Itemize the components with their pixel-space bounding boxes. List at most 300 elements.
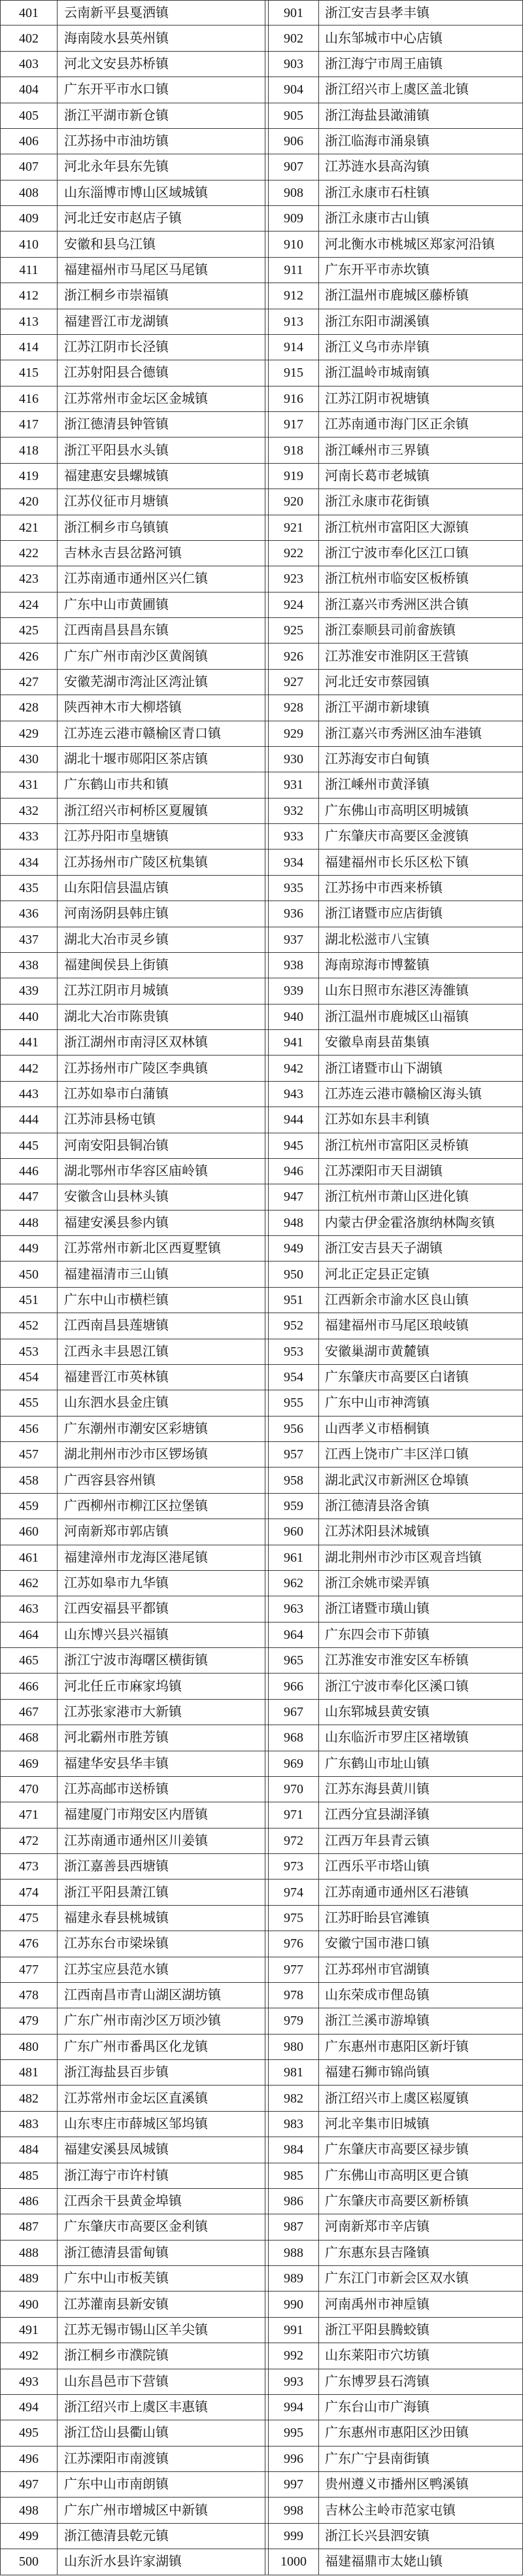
right-town-cell: 山西孝义市梧桐镇 <box>319 1417 523 1441</box>
right-rank-cell: 942 <box>268 1056 319 1080</box>
table-row <box>0 129 523 154</box>
left-town-cell: 安徽含山县林头镇 <box>58 1184 265 1209</box>
table-row <box>0 1107 523 1133</box>
left-town-cell: 浙江德清县乾元镇 <box>58 2524 265 2549</box>
right-rank-cell: 930 <box>268 747 319 772</box>
left-rank-cell: 423 <box>0 566 58 591</box>
table-row <box>0 1184 523 1210</box>
left-rank-cell: 454 <box>0 1365 58 1390</box>
left-rank-cell: 411 <box>0 258 58 283</box>
right-rank-cell: 978 <box>268 1983 319 2008</box>
right-rank-cell: 963 <box>268 1596 319 1621</box>
right-town-cell: 浙江海宁市周王庙镇 <box>319 52 523 77</box>
left-town-cell: 广东中山市南朗镇 <box>58 2472 265 2497</box>
left-rank-cell: 488 <box>0 2241 58 2265</box>
right-rank-cell: 967 <box>268 1700 319 1725</box>
left-town-cell: 江苏如皋市白蒲镇 <box>58 1082 265 1107</box>
right-rank-cell: 923 <box>268 566 319 591</box>
table-row <box>0 464 523 489</box>
right-rank-cell: 979 <box>268 2008 319 2033</box>
left-town-cell: 安徽芜湖市湾沚区湾沚镇 <box>58 670 265 695</box>
right-rank-cell: 980 <box>268 2035 319 2059</box>
left-rank-cell: 451 <box>0 1288 58 1313</box>
left-town-cell: 浙江嘉善县西塘镇 <box>58 1854 265 1879</box>
left-town-cell: 江苏沛县杨屯镇 <box>58 1107 265 1132</box>
right-town-cell: 山东荣成市俚岛镇 <box>319 1983 523 2008</box>
right-town-cell: 浙江安吉县天子湖镇 <box>319 1236 523 1261</box>
left-rank-cell: 495 <box>0 2420 58 2445</box>
left-town-cell: 江苏高邮市送桥镇 <box>58 1777 265 1802</box>
left-town-cell: 云南新平县戛洒镇 <box>58 1 265 25</box>
left-town-cell: 广东广州市南沙区万顷沙镇 <box>58 2008 265 2033</box>
left-rank-cell: 432 <box>0 799 58 823</box>
right-rank-cell: 960 <box>268 1519 319 1544</box>
left-town-cell: 福建安溪县凤城镇 <box>58 2137 265 2162</box>
left-town-cell: 广东中山市横栏镇 <box>58 1288 265 1313</box>
right-rank-cell: 915 <box>268 360 319 385</box>
left-rank-cell: 484 <box>0 2137 58 2162</box>
right-rank-cell: 981 <box>268 2060 319 2085</box>
left-town-cell: 江苏扬中市油坊镇 <box>58 129 265 154</box>
left-rank-cell: 434 <box>0 850 58 874</box>
right-town-cell: 浙江宁波市奉化区江口镇 <box>319 541 523 566</box>
right-town-cell: 安徽阜南县苗集镇 <box>319 1030 523 1055</box>
right-rank-cell: 936 <box>268 901 319 926</box>
table-row <box>0 592 523 618</box>
right-town-cell: 浙江临海市涌泉镇 <box>319 129 523 154</box>
right-rank-cell: 962 <box>268 1571 319 1596</box>
table-row <box>0 1880 523 1905</box>
left-rank-cell: 492 <box>0 2343 58 2368</box>
left-rank-cell: 425 <box>0 618 58 643</box>
table-row <box>0 876 523 901</box>
table-row <box>0 2549 523 2575</box>
table-row <box>0 1802 523 1828</box>
left-town-cell: 江苏南通市通州区兴仁镇 <box>58 566 265 591</box>
table-row <box>0 52 523 77</box>
right-rank-cell: 961 <box>268 1545 319 1570</box>
left-town-cell: 湖北荆州市沙市区锣场镇 <box>58 1442 265 1467</box>
right-rank-cell: 990 <box>268 2292 319 2316</box>
right-town-cell: 内蒙古伊金霍洛旗纳林陶亥镇 <box>319 1211 523 1235</box>
left-rank-cell: 402 <box>0 26 58 50</box>
table-row <box>0 2137 523 2163</box>
right-town-cell: 广东中山市神湾镇 <box>319 1390 523 1415</box>
left-rank-cell: 415 <box>0 360 58 385</box>
table-row <box>0 2086 523 2111</box>
table-row <box>0 2395 523 2420</box>
right-rank-cell: 911 <box>268 258 319 283</box>
right-rank-cell: 907 <box>268 154 319 179</box>
right-town-cell: 浙江德清县洛舍镇 <box>319 1494 523 1519</box>
right-town-cell: 浙江东阳市湖溪镇 <box>319 309 523 334</box>
left-town-cell: 浙江桐乡市濮院镇 <box>58 2343 265 2368</box>
table-row <box>0 2420 523 2446</box>
right-rank-cell: 992 <box>268 2343 319 2368</box>
left-rank-cell: 443 <box>0 1082 58 1107</box>
table-row <box>0 772 523 798</box>
left-town-cell: 山东淄博市博山区域城镇 <box>58 180 265 205</box>
left-town-cell: 河北永年县东先镇 <box>58 154 265 179</box>
table-row <box>0 1700 523 1725</box>
table-row <box>0 2472 523 2498</box>
left-rank-cell: 480 <box>0 2035 58 2059</box>
right-town-cell: 广东佛山市高明区明城镇 <box>319 799 523 823</box>
left-town-cell: 浙江德清县钟管镇 <box>58 412 265 437</box>
left-town-cell: 河北文安县苏桥镇 <box>58 52 265 77</box>
table-row <box>0 978 523 1004</box>
right-rank-cell: 957 <box>268 1442 319 1467</box>
left-rank-cell: 463 <box>0 1596 58 1621</box>
right-rank-cell: 922 <box>268 541 319 566</box>
left-town-cell: 福建惠安县螺城镇 <box>58 464 265 489</box>
table-row <box>0 1313 523 1339</box>
right-town-cell: 广东博罗县石湾镇 <box>319 2369 523 2394</box>
left-rank-cell: 431 <box>0 772 58 797</box>
table-row <box>0 386 523 412</box>
table-row <box>0 1931 523 1957</box>
left-rank-cell: 481 <box>0 2060 58 2085</box>
right-rank-cell: 984 <box>268 2137 319 2162</box>
table-row <box>0 2266 523 2292</box>
table-row <box>0 258 523 283</box>
left-town-cell: 福建华安县华丰镇 <box>58 1751 265 1776</box>
right-rank-cell: 953 <box>268 1339 319 1364</box>
right-rank-cell: 941 <box>268 1030 319 1055</box>
table-row <box>0 1957 523 1983</box>
table-row <box>0 1005 523 1030</box>
left-town-cell: 河北霸州市胜芳镇 <box>58 1725 265 1750</box>
right-rank-cell: 950 <box>268 1262 319 1286</box>
right-town-cell: 江苏东海县黄川镇 <box>319 1777 523 1802</box>
left-town-cell: 广东肇庆市高要区金利镇 <box>58 2214 265 2239</box>
right-town-cell: 浙江海盐县澉浦镇 <box>319 103 523 128</box>
right-rank-cell: 918 <box>268 438 319 462</box>
right-town-cell: 江苏连云港市赣榆区海头镇 <box>319 1082 523 1107</box>
left-rank-cell: 447 <box>0 1184 58 1209</box>
left-town-cell: 江苏常州市金坛区直溪镇 <box>58 2086 265 2110</box>
left-rank-cell: 403 <box>0 52 58 77</box>
right-town-cell: 浙江永康市古山镇 <box>319 206 523 231</box>
table-row <box>0 1906 523 1931</box>
table-row <box>0 644 523 669</box>
table-row <box>0 283 523 309</box>
table-row <box>0 1725 523 1751</box>
table-row <box>0 2447 523 2472</box>
left-town-cell: 海南陵水县英州镇 <box>58 26 265 50</box>
right-rank-cell: 958 <box>268 1468 319 1492</box>
left-town-cell: 福建福州市马尾区马尾镇 <box>58 258 265 283</box>
right-town-cell: 浙江绍兴市上虞区崧厦镇 <box>319 2086 523 2110</box>
right-town-cell: 广东惠州市惠阳区新圩镇 <box>319 2035 523 2059</box>
left-town-cell: 江苏常州市新北区西夏墅镇 <box>58 1236 265 1261</box>
left-town-cell: 山东沂水县许家湖镇 <box>58 2549 265 2574</box>
left-town-cell: 江西南昌市青山湖区湖坊镇 <box>58 1983 265 2008</box>
right-rank-cell: 959 <box>268 1494 319 1519</box>
left-rank-cell: 462 <box>0 1571 58 1596</box>
left-rank-cell: 450 <box>0 1262 58 1286</box>
right-rank-cell: 975 <box>268 1906 319 1931</box>
right-town-cell: 广东惠东县吉隆镇 <box>319 2241 523 2265</box>
right-town-cell: 浙江杭州市萧山区进化镇 <box>319 1184 523 1209</box>
table-row <box>0 747 523 772</box>
left-town-cell: 广东中山市板芙镇 <box>58 2266 265 2291</box>
right-rank-cell: 985 <box>268 2163 319 2188</box>
left-rank-cell: 465 <box>0 1648 58 1673</box>
right-rank-cell: 903 <box>268 52 319 77</box>
table-row <box>0 1829 523 1854</box>
right-rank-cell: 934 <box>268 850 319 874</box>
left-town-cell: 广东广州市南沙区黄阁镇 <box>58 644 265 668</box>
right-rank-cell: 951 <box>268 1288 319 1313</box>
table-row <box>0 1236 523 1262</box>
right-town-cell: 浙江绍兴市上虞区盖北镇 <box>319 77 523 102</box>
right-town-cell: 江苏涟水县高沟镇 <box>319 154 523 179</box>
right-town-cell: 浙江杭州市临安区板桥镇 <box>319 566 523 591</box>
table-row <box>0 2214 523 2240</box>
table-row <box>0 232 523 257</box>
right-rank-cell: 940 <box>268 1005 319 1029</box>
table-row <box>0 206 523 232</box>
right-rank-cell: 931 <box>268 772 319 797</box>
left-rank-cell: 426 <box>0 644 58 668</box>
left-town-cell: 安徽和县乌江镇 <box>58 232 265 256</box>
left-rank-cell: 418 <box>0 438 58 462</box>
right-rank-cell: 995 <box>268 2420 319 2445</box>
right-rank-cell: 945 <box>268 1133 319 1158</box>
left-rank-cell: 477 <box>0 1957 58 1982</box>
left-rank-cell: 412 <box>0 283 58 308</box>
table-row <box>0 1159 523 1184</box>
left-town-cell: 江西南昌县莲塘镇 <box>58 1313 265 1338</box>
left-town-cell: 福建漳州市龙海区港尾镇 <box>58 1545 265 1570</box>
left-rank-cell: 455 <box>0 1390 58 1415</box>
left-town-cell: 江苏宝应县范水镇 <box>58 1957 265 1982</box>
left-rank-cell: 424 <box>0 592 58 617</box>
right-town-cell: 广东江门市新会区双水镇 <box>319 2266 523 2291</box>
right-town-cell: 江苏淮安市淮阴区王营镇 <box>319 644 523 668</box>
left-rank-cell: 422 <box>0 541 58 566</box>
right-rank-cell: 971 <box>268 1802 319 1827</box>
left-rank-cell: 414 <box>0 335 58 360</box>
left-town-cell: 山东枣庄市薛城区邹坞镇 <box>58 2112 265 2137</box>
right-town-cell: 江西乐平市塔山镇 <box>319 1854 523 1879</box>
left-town-cell: 广东潮州市潮安区彩塘镇 <box>58 1417 265 1441</box>
right-town-cell: 浙江平湖市新埭镇 <box>319 695 523 720</box>
right-rank-cell: 968 <box>268 1725 319 1750</box>
left-town-cell: 广西柳州市柳江区拉堡镇 <box>58 1494 265 1519</box>
right-town-cell: 广东广宁县南街镇 <box>319 2447 523 2471</box>
left-town-cell: 福建闽侯县上街镇 <box>58 953 265 978</box>
right-town-cell: 广东肇庆市高要区金渡镇 <box>319 824 523 849</box>
left-rank-cell: 401 <box>0 1 58 25</box>
left-town-cell: 江苏射阳县合德镇 <box>58 360 265 385</box>
left-town-cell: 江苏连云港市赣榆区青口镇 <box>58 721 265 746</box>
table-row <box>0 1571 523 1596</box>
left-town-cell: 福建安溪县参内镇 <box>58 1211 265 1235</box>
right-town-cell: 江苏淮安市淮安区车桥镇 <box>319 1648 523 1673</box>
right-town-cell: 江苏溧阳市天目湖镇 <box>319 1159 523 1184</box>
right-rank-cell: 925 <box>268 618 319 643</box>
right-town-cell: 安徽宁国市港口镇 <box>319 1931 523 1956</box>
right-town-cell: 江苏如东县丰利镇 <box>319 1107 523 1132</box>
left-town-cell: 广西容县容州镇 <box>58 1468 265 1492</box>
left-rank-cell: 489 <box>0 2266 58 2291</box>
left-rank-cell: 466 <box>0 1674 58 1698</box>
right-rank-cell: 927 <box>268 670 319 695</box>
left-town-cell: 江苏江阴市月城镇 <box>58 978 265 1003</box>
table-row <box>0 2241 523 2266</box>
table-row <box>0 103 523 129</box>
left-town-cell: 浙江平阳县水头镇 <box>58 438 265 462</box>
table-row <box>0 1082 523 1107</box>
right-town-cell: 河南禹州市神垕镇 <box>319 2292 523 2316</box>
right-rank-cell: 986 <box>268 2189 319 2214</box>
table-row <box>0 2524 523 2549</box>
right-town-cell: 河北辛集市旧城镇 <box>319 2112 523 2137</box>
right-town-cell: 山东郓城县黄安镇 <box>319 1700 523 1725</box>
left-rank-cell: 453 <box>0 1339 58 1364</box>
right-rank-cell: 914 <box>268 335 319 360</box>
right-town-cell: 江苏邳州市官湖镇 <box>319 1957 523 1982</box>
table-row <box>0 1339 523 1365</box>
left-town-cell: 福建福清市三山镇 <box>58 1262 265 1286</box>
right-rank-cell: 966 <box>268 1674 319 1698</box>
left-rank-cell: 416 <box>0 386 58 411</box>
left-rank-cell: 441 <box>0 1030 58 1055</box>
table-row <box>0 2112 523 2137</box>
table-row <box>0 850 523 875</box>
right-town-cell: 广东肇庆市高要区禄步镇 <box>319 2137 523 2162</box>
table-row <box>0 953 523 978</box>
left-rank-cell: 464 <box>0 1623 58 1647</box>
right-rank-cell: 916 <box>268 386 319 411</box>
right-rank-cell: 998 <box>268 2498 319 2522</box>
left-rank-cell: 461 <box>0 1545 58 1570</box>
left-town-cell: 江苏江阴市长泾镇 <box>58 335 265 360</box>
left-town-cell: 福建晋江市龙湖镇 <box>58 309 265 334</box>
left-town-cell: 浙江平阳县萧江镇 <box>58 1880 265 1904</box>
left-rank-cell: 437 <box>0 927 58 952</box>
right-town-cell: 江苏南通市通州区石港镇 <box>319 1880 523 1904</box>
right-rank-cell: 955 <box>268 1390 319 1415</box>
left-town-cell: 江苏扬州市广陵区李典镇 <box>58 1056 265 1080</box>
table-row <box>0 566 523 592</box>
right-town-cell: 浙江兰溪市游埠镇 <box>319 2008 523 2033</box>
left-rank-cell: 430 <box>0 747 58 772</box>
right-town-cell: 福建福州市长乐区松下镇 <box>319 850 523 874</box>
left-rank-cell: 482 <box>0 2086 58 2110</box>
right-town-cell: 浙江诸暨市应店街镇 <box>319 901 523 926</box>
table-row <box>0 1133 523 1159</box>
left-rank-cell: 498 <box>0 2498 58 2522</box>
table-row <box>0 1030 523 1056</box>
right-rank-cell: 944 <box>268 1107 319 1132</box>
right-rank-cell: 933 <box>268 824 319 849</box>
left-town-cell: 江苏如皋市九华镇 <box>58 1571 265 1596</box>
left-town-cell: 广东中山市黄圃镇 <box>58 592 265 617</box>
left-rank-cell: 469 <box>0 1751 58 1776</box>
left-rank-cell: 445 <box>0 1133 58 1158</box>
left-town-cell: 浙江海宁市许村镇 <box>58 2163 265 2188</box>
left-rank-cell: 459 <box>0 1494 58 1519</box>
left-town-cell: 广东广州市增城区中新镇 <box>58 2498 265 2522</box>
left-rank-cell: 483 <box>0 2112 58 2137</box>
right-town-cell: 浙江嵊州市黄泽镇 <box>319 772 523 797</box>
left-town-cell: 江苏东台市梁垛镇 <box>58 1931 265 1956</box>
right-rank-cell: 928 <box>268 695 319 720</box>
right-town-cell: 广东开平市赤坎镇 <box>319 258 523 283</box>
right-town-cell: 浙江温州市鹿城区山福镇 <box>319 1005 523 1029</box>
right-rank-cell: 902 <box>268 26 319 50</box>
right-rank-cell: 937 <box>268 927 319 952</box>
left-town-cell: 浙江湖州市南浔区双林镇 <box>58 1030 265 1055</box>
right-town-cell: 江苏盱眙县官滩镇 <box>319 1906 523 1931</box>
table-row <box>0 2318 523 2343</box>
table-row <box>0 438 523 463</box>
left-rank-cell: 473 <box>0 1854 58 1879</box>
right-rank-cell: 987 <box>268 2214 319 2239</box>
right-rank-cell: 973 <box>268 1854 319 1879</box>
table-row <box>0 901 523 927</box>
right-town-cell: 广东惠州市惠阳区沙田镇 <box>319 2420 523 2445</box>
right-town-cell: 福建福鼎市太姥山镇 <box>319 2549 523 2574</box>
left-rank-cell: 449 <box>0 1236 58 1261</box>
left-town-cell: 江苏张家港市大新镇 <box>58 1700 265 1725</box>
right-town-cell: 山东莱阳市穴坊镇 <box>319 2343 523 2368</box>
right-rank-cell: 970 <box>268 1777 319 1802</box>
left-town-cell: 吉林永吉县岔路河镇 <box>58 541 265 566</box>
right-town-cell: 浙江嘉兴市秀洲区油车港镇 <box>319 721 523 746</box>
right-town-cell: 山东日照市东港区涛雒镇 <box>319 978 523 1003</box>
table-row <box>0 2343 523 2369</box>
left-town-cell: 河南新郑市郭店镇 <box>58 1519 265 1544</box>
table-row <box>0 2369 523 2395</box>
left-rank-cell: 500 <box>0 2549 58 2574</box>
right-town-cell: 江西新余市渝水区良山镇 <box>319 1288 523 1313</box>
table-row <box>0 1365 523 1390</box>
left-town-cell: 湖北十堰市郧阳区茶店镇 <box>58 747 265 772</box>
left-rank-cell: 444 <box>0 1107 58 1132</box>
left-rank-cell: 478 <box>0 1983 58 2008</box>
right-town-cell: 江苏南通市海门区正余镇 <box>319 412 523 437</box>
right-rank-cell: 909 <box>268 206 319 231</box>
right-town-cell: 山东邹城市中心店镇 <box>319 26 523 50</box>
left-town-cell: 浙江平湖市新仓镇 <box>58 103 265 128</box>
table-row <box>0 77 523 103</box>
right-rank-cell: 912 <box>268 283 319 308</box>
table-row <box>0 1777 523 1802</box>
left-town-cell: 河北迁安市赵店子镇 <box>58 206 265 231</box>
right-rank-cell: 988 <box>268 2241 319 2265</box>
table-row <box>0 0 523 26</box>
right-rank-cell: 908 <box>268 180 319 205</box>
left-town-cell: 江苏仪征市月塘镇 <box>58 489 265 514</box>
left-town-cell: 河南安阳县铜冶镇 <box>58 1133 265 1158</box>
right-rank-cell: 965 <box>268 1648 319 1673</box>
left-town-cell: 河南汤阴县韩庄镇 <box>58 901 265 926</box>
left-rank-cell: 475 <box>0 1906 58 1931</box>
table-row <box>0 2008 523 2034</box>
left-rank-cell: 439 <box>0 978 58 1003</box>
right-town-cell: 江西分宜县湖泽镇 <box>319 1802 523 1827</box>
table-row <box>0 2189 523 2214</box>
left-town-cell: 浙江岱山县衢山镇 <box>58 2420 265 2445</box>
right-rank-cell: 917 <box>268 412 319 437</box>
right-town-cell: 湖北松滋市八宝镇 <box>319 927 523 952</box>
right-rank-cell: 969 <box>268 1751 319 1776</box>
left-rank-cell: 457 <box>0 1442 58 1467</box>
